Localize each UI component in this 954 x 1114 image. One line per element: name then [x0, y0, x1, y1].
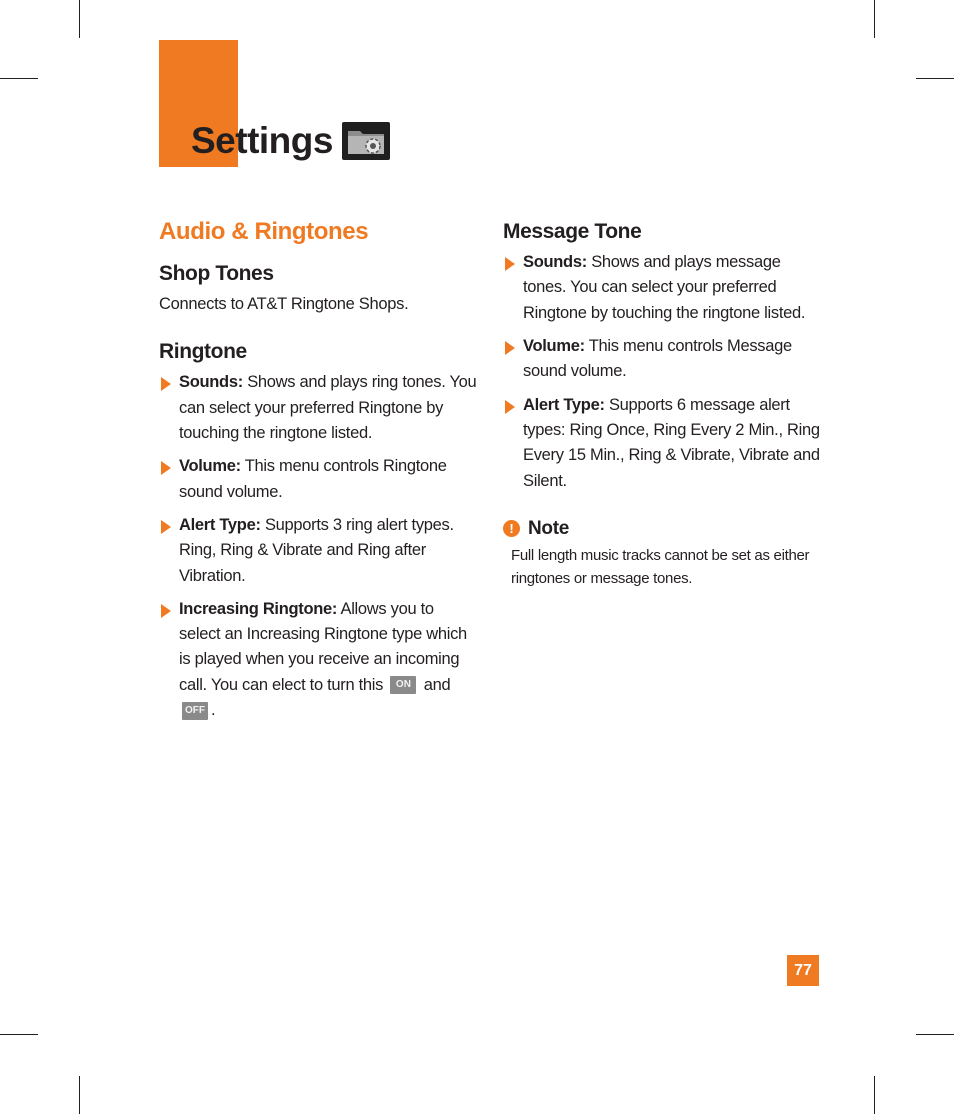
list-item [503, 250, 823, 326]
item-label: Volume: [179, 457, 241, 476]
page-number: 77 [787, 955, 819, 986]
crop-mark [916, 1034, 954, 1035]
subsection-title-message-tone: Message Tone [503, 220, 642, 243]
subsection-title-ringtone: Ringtone [159, 340, 247, 364]
note-title: Note [528, 517, 570, 539]
item-text: Shows and plays ring tones. You can select your preferred Ringtone by touching the ringtone listed. [179, 373, 477, 443]
page-header [191, 114, 390, 166]
item-joiner: and [423, 675, 451, 694]
exclamation-icon: ! [503, 520, 520, 537]
item-label: Sounds: [179, 373, 243, 392]
on-toggle-icon: ON [390, 676, 416, 694]
subsection-title-shop-tones: Shop Tones [159, 261, 274, 285]
list-item [159, 513, 479, 589]
crop-mark [916, 78, 954, 79]
section-title-audio-ringtones: Audio & Ringtones [159, 218, 369, 245]
item-text: Supports 3 ring alert types. Ring, Ring & Vibrate and Ring after Vibration. [179, 515, 454, 585]
item-text: Allows you to select an Increasing Ringtone type which is played when you receive an incoming call. You can elect to turn this [179, 599, 467, 694]
list-item [503, 334, 823, 385]
note-header [503, 518, 823, 540]
item-label: Alert Type: [179, 515, 261, 534]
crop-mark [0, 1034, 38, 1035]
off-toggle-icon: OFF [182, 702, 208, 720]
item-label: Volume: [523, 337, 585, 356]
right-column [503, 218, 823, 590]
list-item [159, 370, 479, 446]
crop-mark [79, 1076, 80, 1114]
crop-mark [874, 1076, 875, 1114]
left-column [159, 218, 479, 741]
crop-mark [874, 0, 875, 38]
crop-mark [79, 0, 80, 38]
item-text: This menu controls Message sound volume. [523, 337, 792, 381]
item-label: Sounds: [523, 253, 587, 272]
shop-tones-description: Connects to AT&T Ringtone Shops. [159, 294, 409, 313]
item-text: Supports 6 message alert types: Ring Once, Ring Every 2 Min., Ring Every 15 Min., Ring & Vibrate, Vibrate and Silent. [523, 395, 820, 490]
note-box [503, 518, 823, 590]
page-title: Settings [191, 119, 333, 161]
item-text: This menu controls Ringtone sound volume. [179, 457, 447, 501]
settings-folder-icon [342, 122, 390, 160]
note-text: Full length music tracks cannot be set as either ringtones or message tones. [511, 546, 810, 587]
crop-mark [0, 78, 38, 79]
item-label: Increasing Ringtone: [179, 599, 338, 618]
item-label: Alert Type: [523, 395, 605, 414]
message-tone-list [503, 250, 823, 494]
list-item [159, 454, 479, 505]
list-item [503, 393, 823, 494]
list-item [159, 597, 479, 723]
item-text: Shows and plays message tones. You can select your preferred Ringtone by touching the ringtone listed. [523, 253, 806, 322]
item-end: . [211, 701, 216, 720]
ringtone-list [159, 370, 479, 723]
